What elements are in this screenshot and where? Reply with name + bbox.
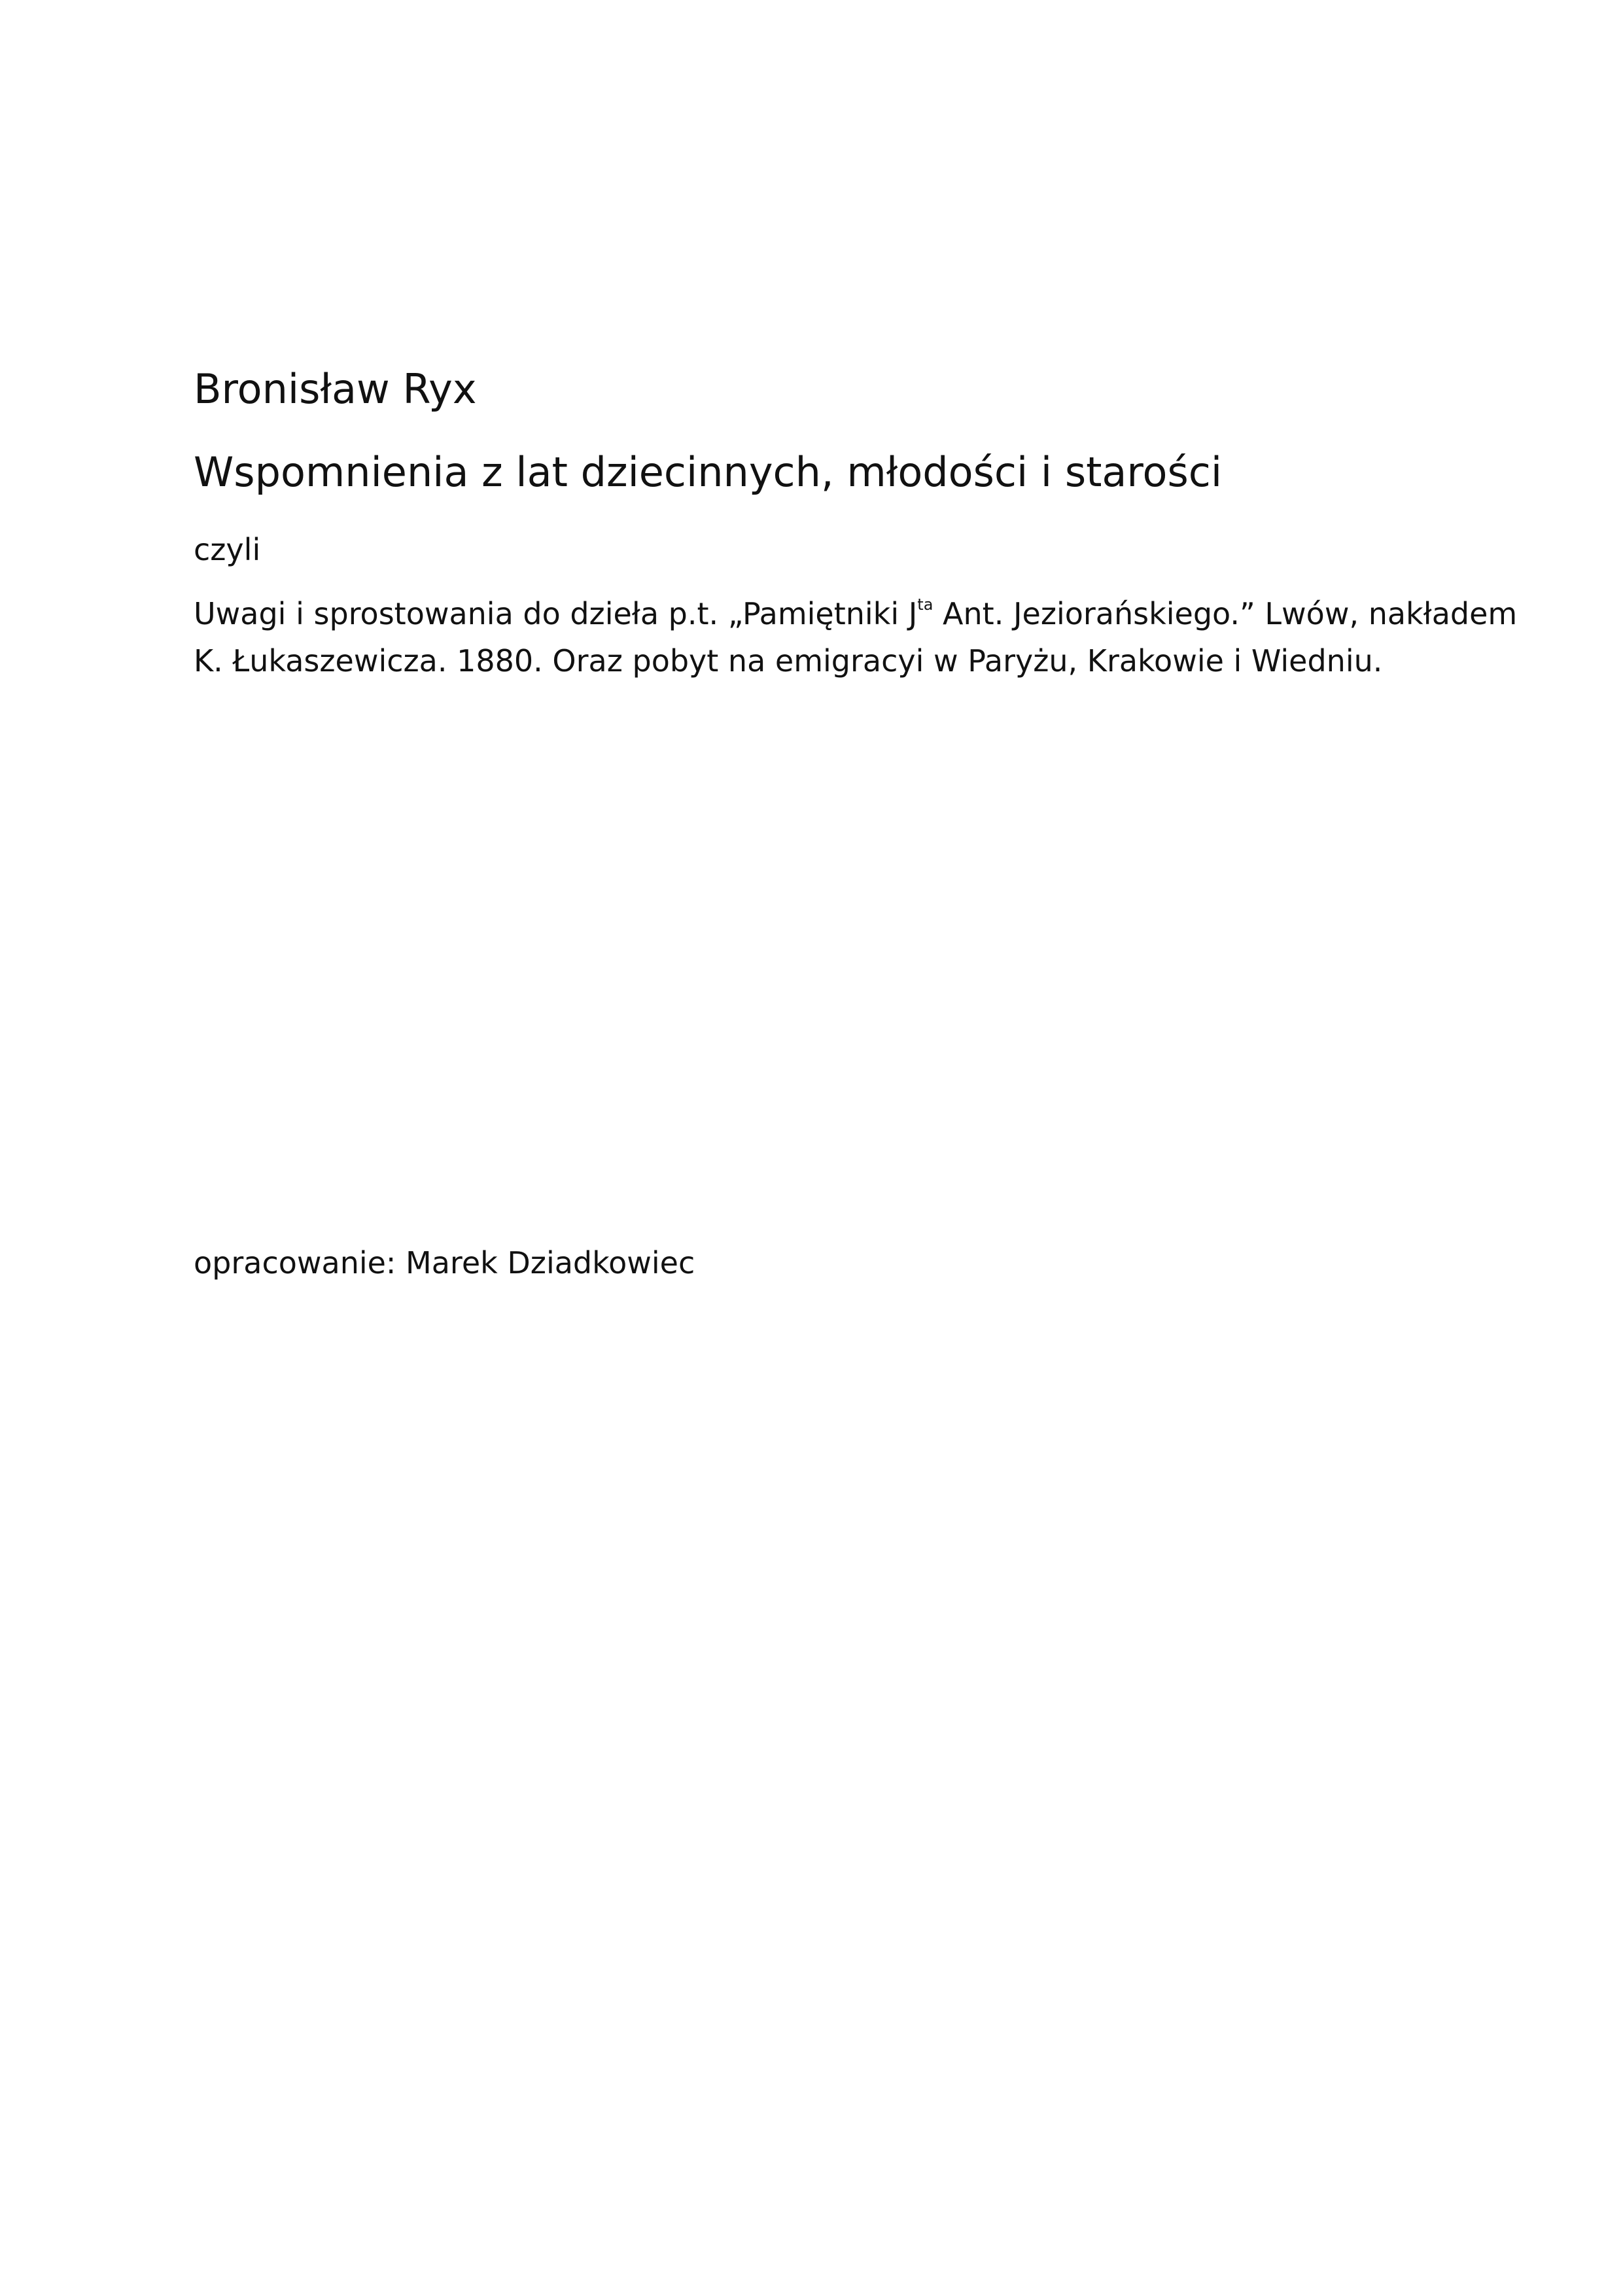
author-name: Bronisław Ryx — [194, 365, 477, 413]
subtitle-line-2: K. Łukaszewicza. 1880. Oraz pobyt na emigracyi w Paryżu, Krakowie i Wiedniu. — [194, 643, 1383, 679]
subtitle-superscript: ta — [917, 595, 934, 614]
editor-credit: opracowanie: Marek Dziadkowiec — [194, 1245, 695, 1280]
subtitle-line-1-before: Uwagi i sprostowania do dzieła p.t. „Pamiętniki J — [194, 596, 918, 631]
document-title: Wspomnienia z lat dziecinnych, młodości i starości — [194, 448, 1223, 496]
document-subtitle — [194, 590, 1518, 684]
title-connector: czyli — [194, 532, 261, 567]
subtitle-line-1 — [194, 590, 1518, 637]
subtitle-line-1-after: Ant. Jeziorańskiego.” Lwów, nakładem — [933, 596, 1518, 631]
